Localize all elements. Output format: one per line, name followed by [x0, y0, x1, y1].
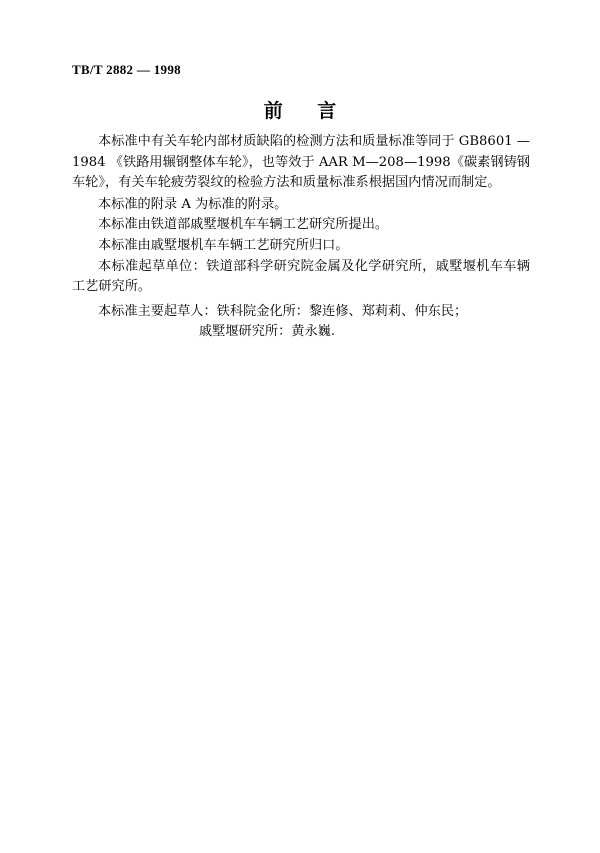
standard-code: TB/T 2882 — 1998 [72, 62, 181, 77]
paragraph: 本标准中有关车轮内部材质缺陷的检测方法和质量标准等同于 GB8601 — 1984 《铁路用辗钢整体车轮》，也等效于 AAR M—208—1998《碳素钢铸钢车轮》，有关车轮疲劳裂纹的检验方法和质量标准系根据国内情况而制定。 [72, 134, 530, 191]
authors-secondary: 戚墅堰研究所：黄永巍. [199, 324, 336, 340]
paragraph: 本标准起草单位：铁道部科学研究院金属及化学研究所，戚墅堰机车车辆工艺研究所。 [72, 258, 530, 295]
paragraph: 本标准由铁道部戚墅堰机车车辆工艺研究所提出。 [98, 217, 389, 233]
authors-primary: 本标准主要起草人：铁科院金化所：黎连修、郑莉莉、仲东民； [98, 303, 468, 319]
paragraph: 本标准由戚墅堰机车车辆工艺研究所归口。 [98, 237, 349, 253]
body-text [72, 132, 530, 343]
paragraph: 本标准的附录 A 为标准的附录。 [98, 196, 288, 212]
page-title: 前 言 [263, 100, 351, 122]
